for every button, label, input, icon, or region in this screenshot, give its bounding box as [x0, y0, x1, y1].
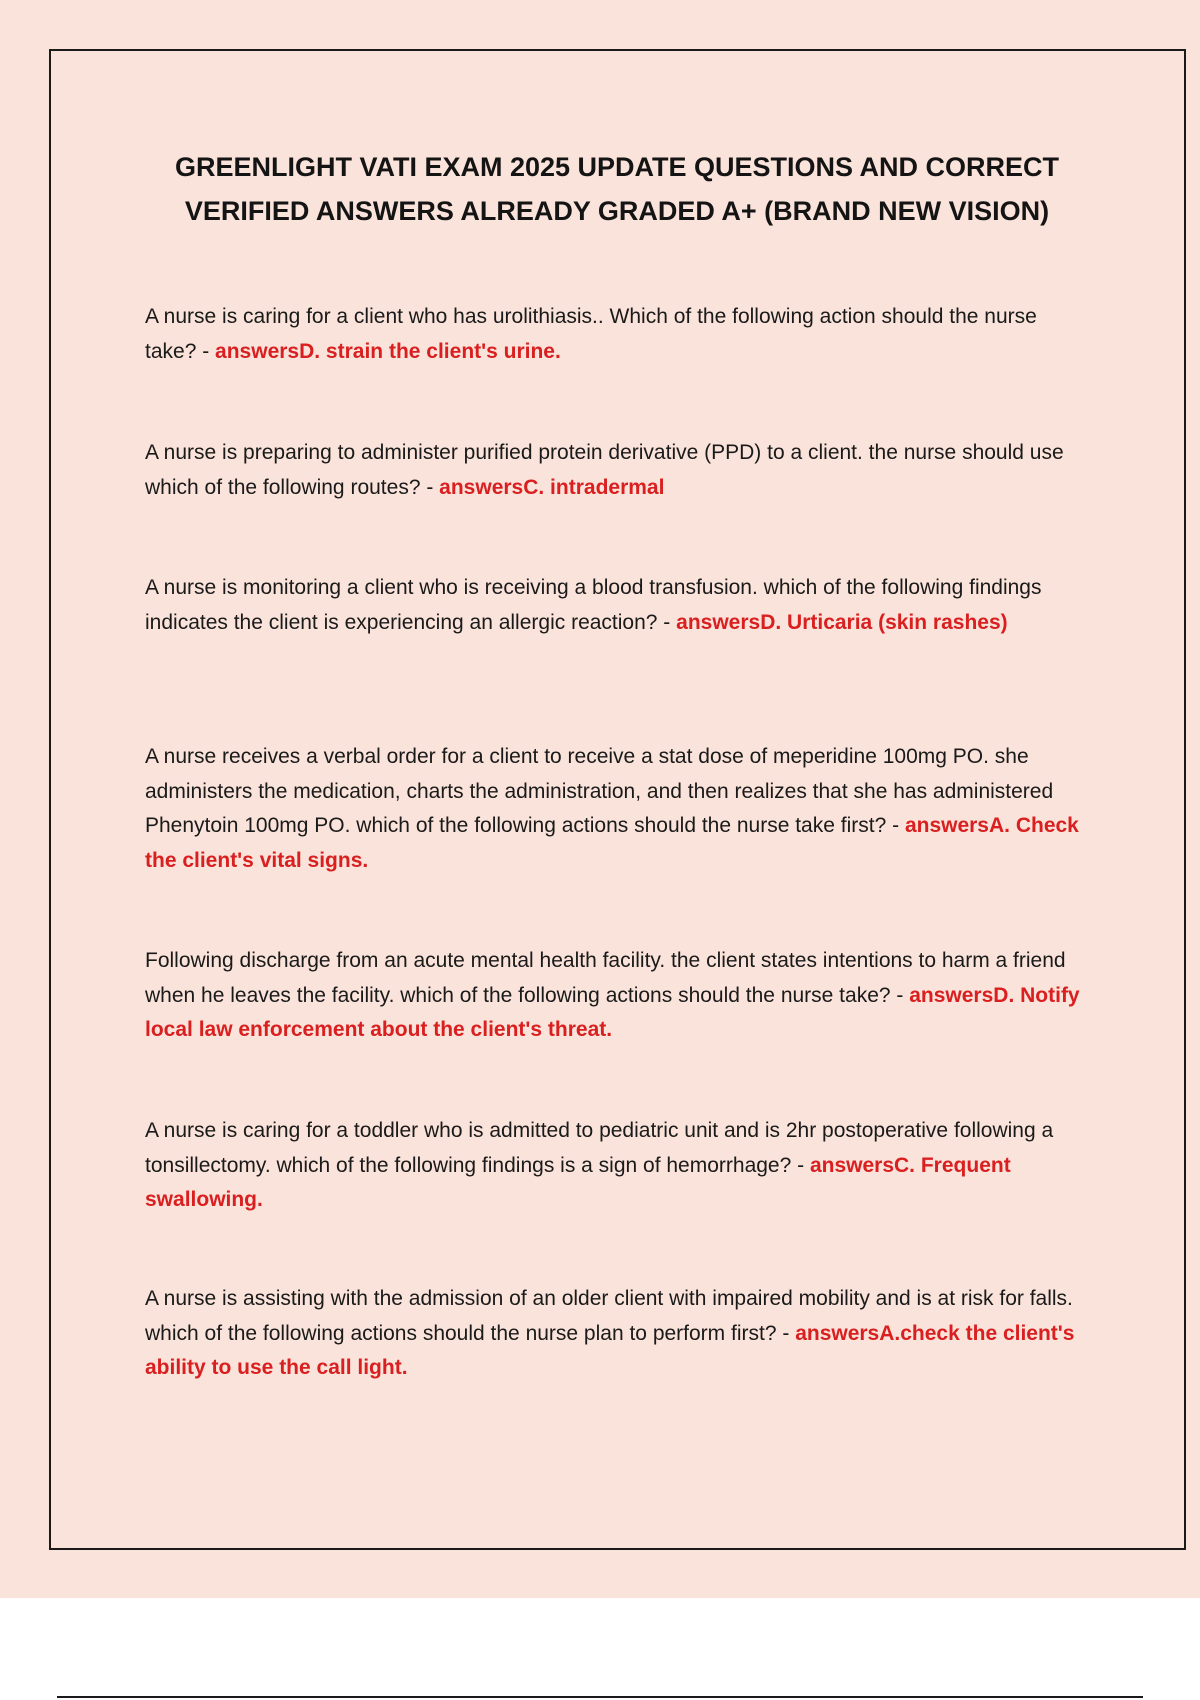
- answer-text: answersC. Frequent swallowing.: [145, 1153, 1011, 1211]
- qa-item: [145, 300, 1090, 369]
- qa-item: [145, 1282, 1090, 1386]
- answer-separator: -: [886, 814, 905, 837]
- footer-rule: [57, 1696, 1143, 1698]
- qa-item: [145, 740, 1090, 878]
- qa-item: [145, 571, 1090, 640]
- answer-separator: -: [791, 1153, 810, 1177]
- answer-text: answersD. Urticaria (skin rashes): [676, 610, 1008, 634]
- answer-text: answersD. Notify local law enforcement about the client's threat.: [145, 983, 1080, 1041]
- question-text: Following discharge from an acute mental health facility. the client states intentions to harm a friend when he leaves the facility. which of the following actions should the nurse take?: [145, 949, 1066, 1007]
- answer-text: answersC. intradermal: [439, 475, 665, 499]
- question-text: A nurse is monitoring a client who is receiving a blood transfusion. which of the following findings indicates the client is experiencing an allergic reaction?: [145, 576, 1042, 634]
- answer-text: answersD. strain the client's urine.: [215, 339, 561, 363]
- question-text: A nurse is preparing to administer purified protein derivative (PPD) to a client. the nurse should use which of the following routes?: [145, 441, 1064, 499]
- answer-separator: -: [890, 983, 910, 1007]
- question-text: A nurse receives a verbal order for a client to receive a stat dose of meperidine 100mg PO. she administers the medication, charts the administration, and then realizes that she has administered Phenytoin 100mg PO. which of the following actions should the nurse take first?: [145, 745, 1054, 837]
- answer-separator: -: [657, 610, 677, 634]
- answer-text: answersA.check the client's ability to use the call light.: [145, 1321, 1075, 1379]
- answer-text: answersA. Check the client's vital signs.: [145, 814, 1079, 872]
- document-title: GREENLIGHT VATI EXAM 2025 UPDATE QUESTIONS AND CORRECT VERIFIED ANSWERS ALREADY GRADED A+ (BRAND NEW VISION): [174, 152, 1060, 226]
- answer-separator: -: [420, 475, 440, 499]
- qa-item: [145, 944, 1090, 1048]
- answer-separator: -: [196, 339, 216, 363]
- qa-item: [145, 436, 1090, 505]
- qa-item: [145, 1114, 1090, 1218]
- question-text: A nurse is caring for a client who has urolithiasis.. Which of the following action should the nurse take?: [145, 305, 1037, 363]
- question-text: A nurse is caring for a toddler who is admitted to pediatric unit and is 2hr postoperative following a tonsillectomy. which of the following findings is a sign of hemorrhage?: [145, 1119, 1054, 1177]
- answer-separator: -: [776, 1321, 796, 1345]
- question-text: A nurse is assisting with the admission of an older client with impaired mobility and is at risk for falls. which of the following actions should the nurse plan to perform first?: [145, 1287, 1073, 1345]
